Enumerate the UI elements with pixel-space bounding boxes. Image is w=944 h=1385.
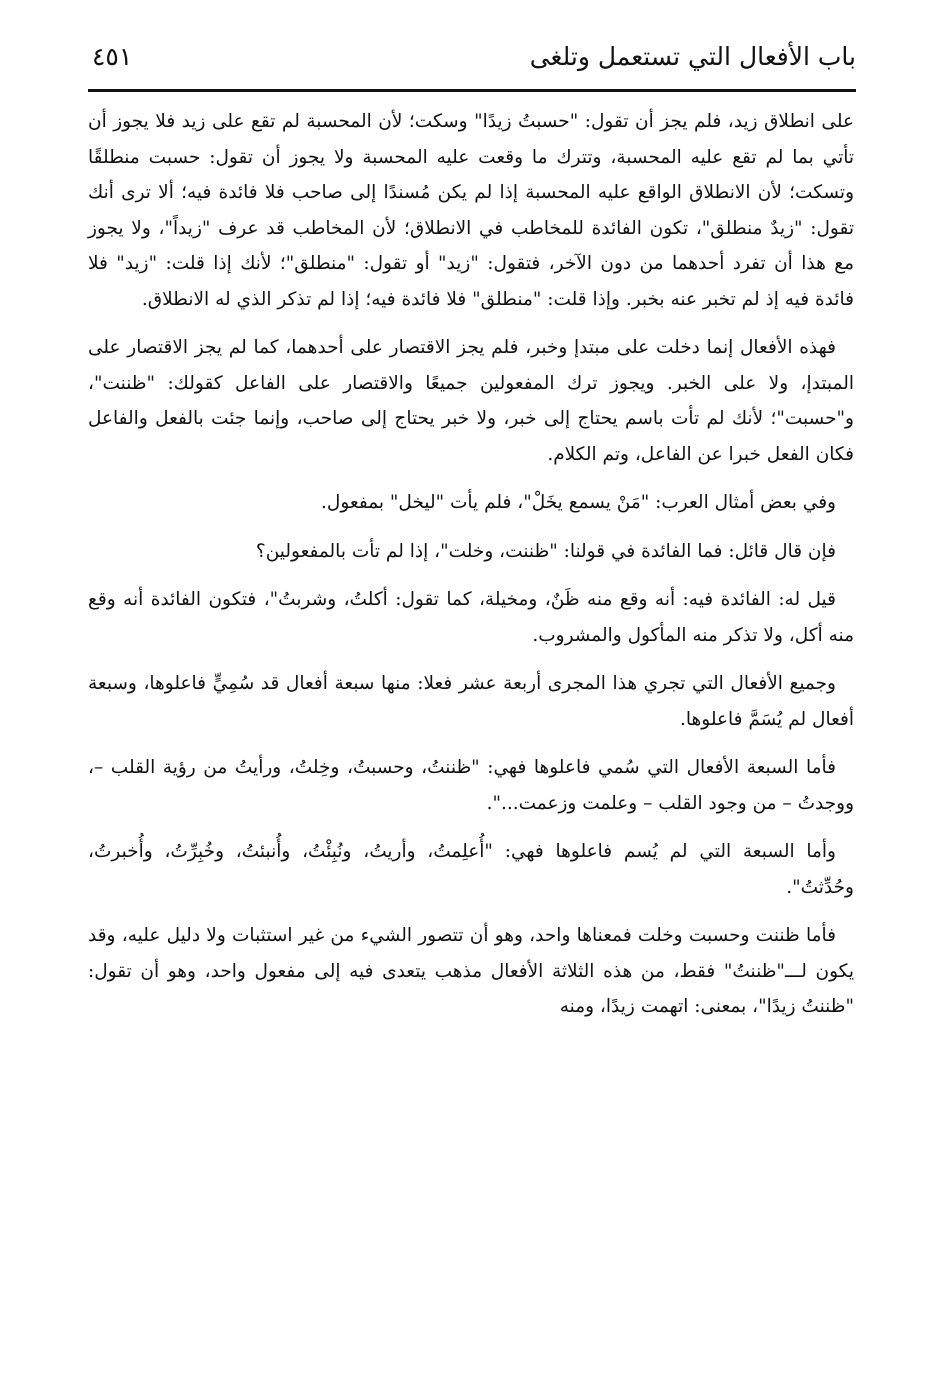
body-text xyxy=(88,104,854,1038)
header-rule xyxy=(88,89,856,92)
paragraph-5: قيل له: الفائدة فيه: أنه وقع منه ظَنٌ، ومخيلة، كما تقول: أكلتُ، وشربتُ"، فتكون الفائدة أنه وقع منه أكل، ولا تذكر منه المأكول والمشروب. xyxy=(88,589,854,646)
paragraph-7: فأما السبعة الأفعال التي سُمي فاعلوها فهي: "ظننتُ، وحسبتُ، وخِلتُ، ورأيتُ من رؤية القلب –، ووجدتُ – من وجود القلب – وعلمت وزعمت...". xyxy=(88,757,854,814)
paragraph-4: فإن قال قائل: فما الفائدة في قولنا: "ظننت، وخلت"، إذا لم تأت بالمفعولين؟ xyxy=(255,540,836,562)
running-title: باب الأفعال التي تستعمل وتلغى xyxy=(529,42,856,71)
paragraph-9: فأما ظننت وحسبت وخلت فمعناها واحد، وهو أن تتصور الشيء من غير استثبات ولا دليل عليه، وقد يكون لـــ"ظننتُ" فقط، من هذه الثلاثة الأفعال مذهب يتعدى فيه إلى مفعول واحد، وهو أن تقول: "ظننتُ زيدًا"، بمعنى: اتهمت زيدًا، ومنه xyxy=(88,925,854,1017)
paragraph-2: فهذه الأفعال إنما دخلت على مبتدإ وخبر، فلم يجز الاقتصار على أحدهما، كما لم يجز الاقتصار على المبتدإ، ولا على الخبر. ويجوز ترك المفعولين جميعًا والاقتصار على الفاعل كقولك: "ظننت"، و"حسبت"؛ لأنك لم تأت باسم يحتاج إلى خبر، ولا خبر يحتاج إلى صاحب، وإنما جئت بالفعل والفاعل فكان الفعل خبرا عن الفاعل، وتم الكلام. xyxy=(88,337,854,465)
page-header xyxy=(88,30,856,86)
paragraph-6: وجميع الأفعال التي تجري هذا المجرى أربعة عشر فعلا: منها سبعة أفعال قد سُمِيٍّ فاعلوها، وسبعة أفعال لم يُسَمَّ فاعلوها. xyxy=(88,673,854,730)
paragraph-3: وفي بعض أمثال العرب: "مَنْ يسمع يخَلْ"، فلم يأت "ليخل" بمفعول. xyxy=(321,492,836,513)
paragraph-1: على انطلاق زيد، فلم يجز أن تقول: "حسبتُ زيدًا" وسكت؛ لأن المحسبة لم تقع على زيد فلا يجوز أن تأتي بما لم تقع عليه المحسبة، وتترك ما وقعت عليه المحسبة ولا يجوز أن تقول: حسبت منطلقًا وتسكت؛ لأن الانطلاق الواقع عليه المحسبة إذا لم يكن مُسندًا إلى صاحب فلا فائدة فيه؛ ألا ترى أنك تقول: "زيدٌ منطلق"، تكون الفائدة للمخاطب في الانطلاق؛ لأن المخاطب قد عرف "زيداً"، ولا يجوز مع هذا أن تفرد أحدهما من دون الآخر، فتقول: "زيد" أو تقول: "منطلق"؛ لأنك إذا قلت: "زيد" فلا فائدة فيه إذ لم تخبر عنه بخبر. وإذا قلت: "منطلق" فلا فائدة فيه؛ إذا لم تذكر الذي له الانطلاق. xyxy=(88,111,854,310)
page-number: ٤٥١ xyxy=(92,42,133,71)
paragraph-8: وأما السبعة التي لم يُسم فاعلوها فهي: "أُعلِمتُ، وأريتُ، ونُبِئْتُ، وأُنبئتُ، وخُبِرِّتُ، وأُخبرتُ، وحُدِّثتُ". xyxy=(88,841,854,898)
